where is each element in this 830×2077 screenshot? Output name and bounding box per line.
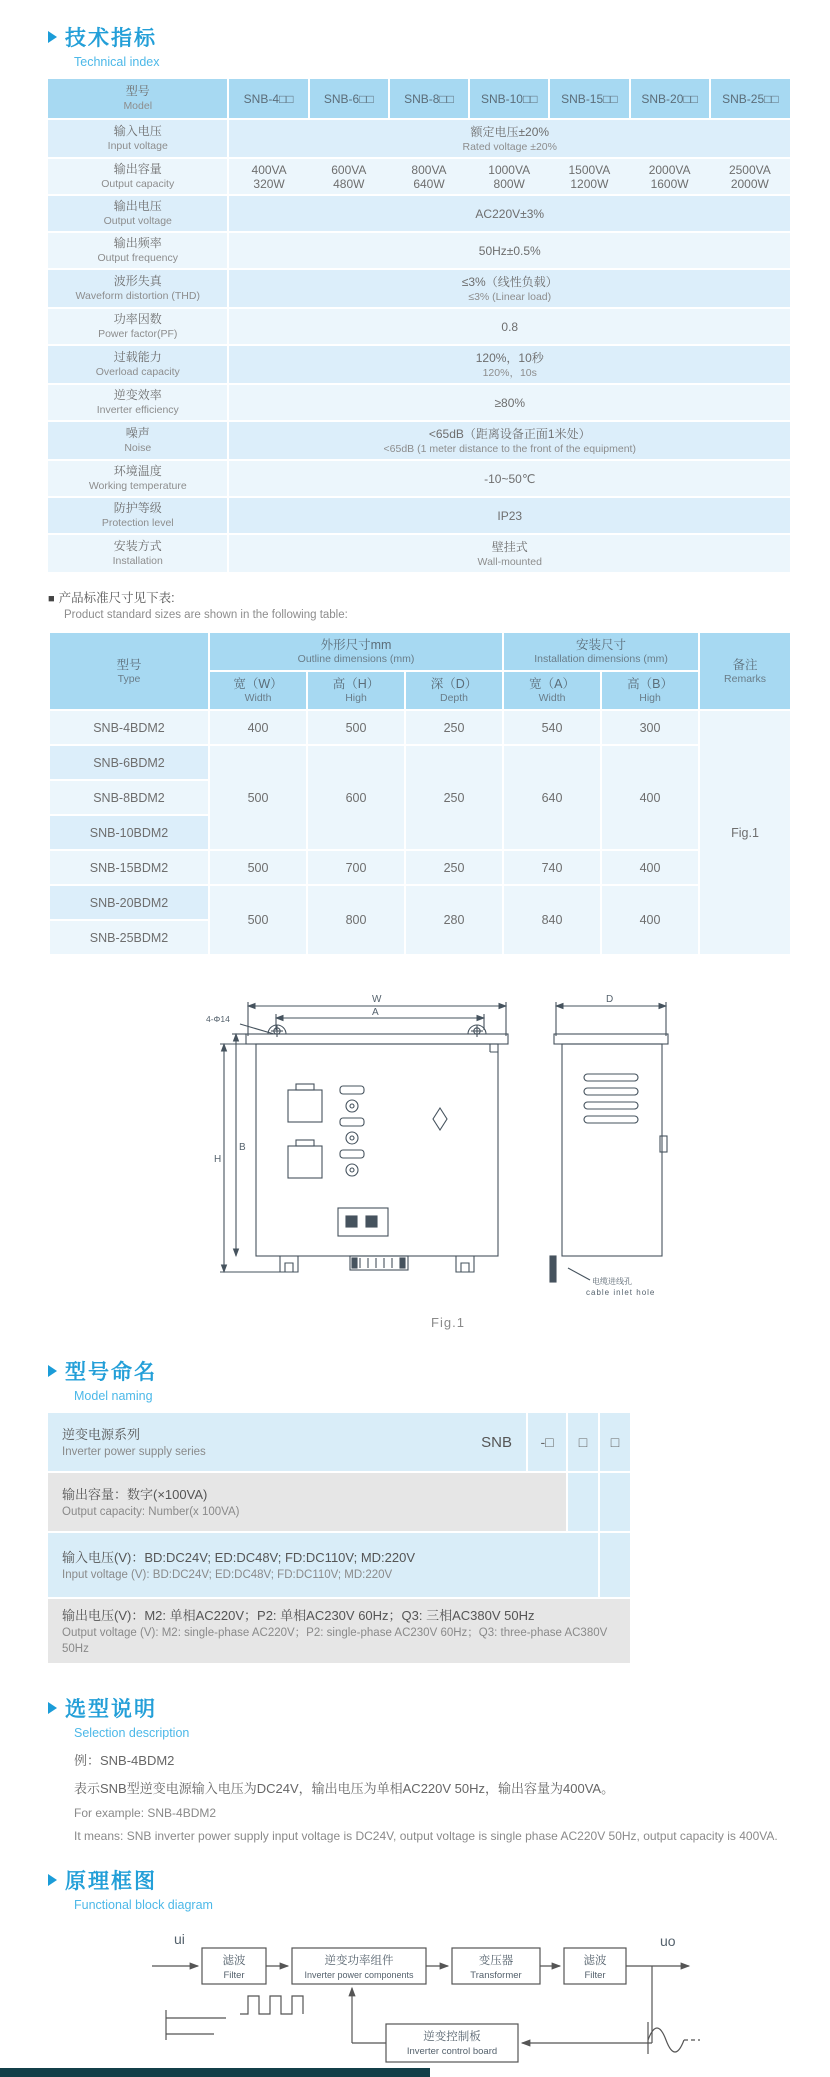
- selection-meaning-zh: 表示SNB型逆变电源输入电压为DC24V，输出电压为单相AC220V 50Hz，输出容量为400VA。: [74, 1781, 615, 1796]
- dims-outline-header: 外形尺寸mm Outline dimensions (mm): [209, 632, 503, 671]
- section-title-en: Technical index: [74, 55, 160, 69]
- dims-install-header: 安装尺寸 Installation dimensions (mm): [503, 632, 699, 671]
- selection-example-zh: 例：SNB-4BDM2: [74, 1753, 175, 1768]
- dims-row: SNB-6BDM2 500 600 250 640 400: [49, 745, 791, 780]
- dims-row: SNB-4BDM2 400 500 250 540 300 Fig.1: [49, 710, 791, 745]
- diagram-input-label: ui: [174, 1931, 185, 1947]
- block-filter2-zh: 滤波: [583, 1955, 607, 1967]
- section-selection-header: 选型说明: [48, 1693, 790, 1723]
- dims-header-row1: [49, 632, 791, 671]
- section-marker-icon: [48, 1702, 57, 1714]
- block-transformer-en: Transformer: [470, 1970, 522, 1981]
- naming-col-fill: [600, 1533, 630, 1597]
- naming-row-capacity: 输出容量：数字(×100VA) Output capacity: Number(x 100VA): [48, 1473, 566, 1531]
- dims-remarks-header: 备注 Remarks: [699, 632, 791, 710]
- spec-model-col: SNB-20□□: [630, 79, 710, 119]
- section-title-zh: 技术指标: [65, 27, 157, 50]
- block-control-zh: 逆变控制板: [423, 2031, 481, 2043]
- naming-row-input-voltage: 输入电压(V)：BD:DC24V; ED:DC48V; FD:DC110V; MD:220V Input voltage (V): BD:DC24V; ED:DC48V; FD:DC110V; MD:220V: [48, 1533, 598, 1597]
- spec-model-col: SNB-4□□: [228, 79, 308, 119]
- cable-inlet-label-zh: 电缆进线孔: [592, 1277, 632, 1286]
- dims-row: SNB-10BDM2: [49, 815, 791, 850]
- selection-meaning-en: It means: SNB inverter power supply input voltage is DC24V, output voltage is single phase AC220V 50Hz, output capacity is 400VA.: [74, 1829, 778, 1843]
- spec-row-power-factor: 功率因数 Power factor(PF) 0.8: [48, 308, 790, 345]
- square-bullet-icon: ■: [48, 593, 55, 605]
- spec-row-temperature: 环境温度 Working temperature -10~50℃: [48, 460, 790, 497]
- section-naming-header: 型号命名: [48, 1356, 790, 1386]
- spec-model-col: SNB-6□□: [309, 79, 389, 119]
- dim-label-b: B: [239, 1142, 246, 1153]
- block-filter1-zh: 滤波: [222, 1955, 246, 1967]
- dims-row: SNB-15BDM2 500 700 250 740 400: [49, 850, 791, 885]
- dimension-table: [48, 631, 792, 956]
- spec-row-input-voltage: 输入电压 Input voltage 额定电压±20% Rated voltage ±20%: [48, 119, 790, 158]
- block-filter1-en: Filter: [223, 1970, 245, 1981]
- diagram-output-label: uo: [660, 1933, 676, 1949]
- model-prefix: SNB: [481, 1433, 512, 1451]
- cabinet-drawing-svg: [188, 990, 708, 1308]
- block-power-en: Inverter power components: [304, 1970, 414, 1980]
- dims-remark-cell: Fig.1: [699, 710, 791, 955]
- spec-row-output-capacity: 输出容量 Output capacity 400VA 320W 600VA 480W 800VA 640W 1000VA 800W 1500VA 1200W 2000VA 1600W 2500VA 2000W: [48, 158, 790, 195]
- spec-row-installation: 安装方式 Installation 壁挂式 Wall-mounted: [48, 534, 790, 573]
- spec-model-col: SNB-15□□: [549, 79, 629, 119]
- dimension-note: ■ 产品标准尺寸见下表: Product standard sizes are shown in the following table:: [48, 591, 348, 621]
- spec-row-noise: 噪声 Noise <65dB（距离设备正面1米处） <65dB (1 meter distance to the front of the equipment): [48, 421, 790, 460]
- spec-model-col: SNB-8□□: [389, 79, 469, 119]
- spec-row-thd: 波形失真 Waveform distortion (THD) ≤3%（线性负载） ≤3% (Linear load): [48, 269, 790, 308]
- spec-header-model-label: 型号 Model: [48, 79, 228, 119]
- block-control-en: Inverter control board: [406, 2046, 498, 2057]
- spec-model-col: SNB-10□□: [469, 79, 549, 119]
- selection-description-text: [74, 1750, 790, 1843]
- spec-header-row: [48, 79, 790, 119]
- spec-row-overload: 过载能力 Overload capacity 120%，10秒 120%，10s: [48, 345, 790, 384]
- block-filter2-en: Filter: [584, 1970, 606, 1981]
- section-marker-icon: [48, 1365, 57, 1377]
- selection-example-en: For example: SNB-4BDM2: [74, 1806, 217, 1820]
- section-marker-icon: [48, 31, 57, 43]
- dim-label-a: A: [372, 1007, 379, 1018]
- spec-row-protection: 防护等级 Protection level IP23: [48, 497, 790, 534]
- section-block-header: 原理框图: [48, 1865, 790, 1895]
- model-code-box-1: -□: [528, 1413, 566, 1471]
- dims-header-row2: 宽（W） Width 高（H） High 深（D） Depth 宽（A） Width 高（B） High: [49, 671, 791, 710]
- dim-label-holes: 4-Φ14: [206, 1014, 230, 1024]
- spec-row-efficiency: 逆变效率 Inverter efficiency ≥80%: [48, 384, 790, 421]
- section-technical-header: [48, 22, 790, 52]
- model-naming-diagram: [48, 1413, 636, 1663]
- section-marker-icon: [48, 1874, 57, 1886]
- footer-bar: [0, 2068, 430, 2077]
- model-code-box-3: □: [600, 1413, 630, 1471]
- dims-row: SNB-8BDM2: [49, 780, 791, 815]
- figure-caption: Fig.1: [431, 1315, 465, 1330]
- block-diagram-svg: [144, 1922, 709, 2072]
- dims-row: SNB-25BDM2: [49, 920, 791, 955]
- technical-spec-table: [48, 79, 790, 574]
- dim-label-h: H: [214, 1154, 222, 1165]
- functional-block-diagram: [144, 1922, 790, 2077]
- spec-row-output-voltage: 输出电压 Output voltage AC220V±3%: [48, 195, 790, 232]
- page-content: 技术指标 Technical index 型号 Model SNB-4□□ SNB-6□□ SNB-8□□ SNB-10□□ SNB-15□□ SNB-20□□ SNB-25□□ 输入电压 Input voltage 额定电压±20% Rated voltage ±20% 输出容量 Output capacity 400VA 320W 600VA 480W 800VA 640W 1000VA 800W 1500VA 1200W 2000VA 1600W 2500VA 2000W 输出电压 Output voltage AC220V±3% 输出频率 Output frequency 50Hz±0.5% 波形失真 Waveform distortion (THD) ≤3%（线性负载） ≤3% (Linear load) 功率因数 Power factor(PF) 0.8 过载能力 Overload capacity 120%，10秒 120%，10s 逆变效率 Inverter efficiency ≥80% 噪声 Noise <65dB（距离设备正面1米处） <65dB (1 meter distance to the front of the equipment) 环境温度 Working temperature -10~50℃ 防护等级 Protection level IP23 安装方式 Installation 壁挂式 Wall-mounted ■ 产品标准尺寸见下表: Product standard sizes are shown in the following table: 型号 Type 外形尺寸mm Outline dimensions (mm) 安装尺寸 Installation dimensions (mm) 备注 Remarks 宽（W） Width 高（H） High 深（D） Depth 宽（A） Width 高（B） High SNB-4BDM2 400 500 250 540 300 Fig.1 SNB-6BDM2 500 600 250 640 400 SNB-8BDM2 SNB-10BDM2 SNB-15BDM2 500 700 250 740 400 SNB-20BDM2 500 800 280 840 400 SNB-25BDM2 W A 4-Φ14 H B D 电缆进线孔 cable inlet hole Fig.1 型号命名 Model naming 逆变电源系列 Inverter power supply series SNB -□ □ □ 输出容量：数字(×100VA) Output capacity: Number(x 100VA) 输入电压(V)：BD:DC24V; ED:DC48V; FD:DC110V; MD:220V Input voltage (V): BD:DC24V; ED:DC48V; FD:DC110V; MD:220V 输出电压(V)：M2: 单相AC220V；P2: 单相AC230V 60Hz；Q3: 三相AC380V 50Hz Output voltage (V): M2: single-phase AC220V；P2: single-phase AC230V 60Hz；Q3: three-phase AC380V 50Hz 选型说明 Selection description 例：SNB-4BDM2 表示SNB型逆变电源输入电压为DC24V，输出电压为单相AC220V 50Hz，输出容量为400VA。 For example: SNB-4BDM2 It means: SNB inverter power supply input voltage is DC24V, output voltage is single phase AC220V 50Hz, output capacity is 400VA. 原理框图 Functional block diagram ui uo 滤波 Filter 逆变功率组件 Inverter power components 变压器 Transformer 滤波 Filter 逆变控制板 Inverter control board: [0, 0, 830, 2077]
- naming-col-fill: [568, 1473, 598, 1531]
- dims-row: SNB-20BDM2 500 800 280 840 400: [49, 885, 791, 920]
- naming-row-output-voltage: 输出电压(V)：M2: 单相AC220V；P2: 单相AC230V 60Hz；Q3: 三相AC380V 50Hz Output voltage (V): M2: single-phase AC220V；P2: single-phase AC230V 60Hz；Q3: three-phase AC380V 50Hz: [48, 1599, 630, 1663]
- block-transformer-zh: 变压器: [478, 1955, 514, 1967]
- spec-row-output-frequency: 输出频率 Output frequency 50Hz±0.5%: [48, 232, 790, 269]
- dim-label-w: W: [372, 994, 382, 1005]
- naming-col-fill: [600, 1473, 630, 1531]
- model-code-box-2: □: [568, 1413, 598, 1471]
- block-power-zh: 逆变功率组件: [324, 1955, 394, 1967]
- naming-row-series: 逆变电源系列 Inverter power supply series SNB: [48, 1413, 526, 1471]
- spec-model-col: SNB-25□□: [710, 79, 790, 119]
- dims-type-header: 型号 Type: [49, 632, 209, 710]
- cable-inlet-label-en: cable inlet hole: [586, 1288, 656, 1297]
- technical-drawing: [188, 990, 708, 1330]
- dim-label-d: D: [606, 994, 614, 1005]
